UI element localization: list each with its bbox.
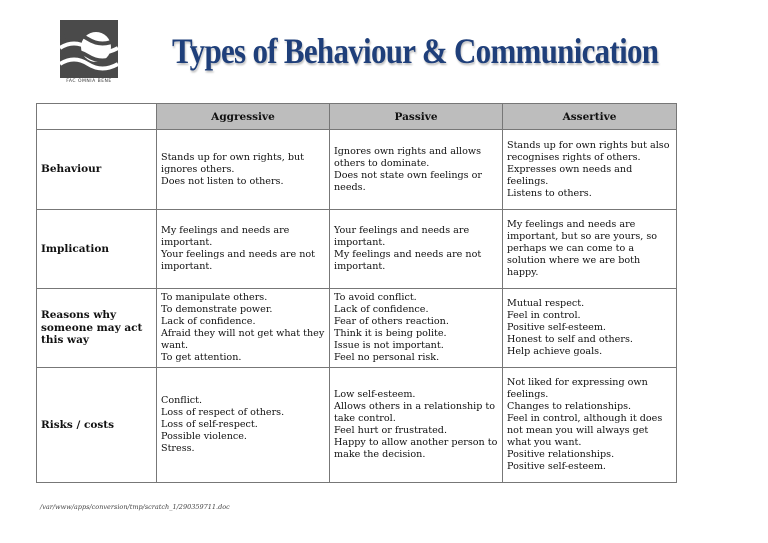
cell-text-line: Your feelings and needs are (334, 225, 470, 236)
cell-text-line: happy. (507, 267, 539, 278)
cell-text-line: Lack of confidence. (161, 316, 256, 327)
cell-text-line: Feel no personal risk. (334, 352, 440, 363)
logo-motto: FAC OMNIA BENE (66, 79, 112, 84)
cell-text-line: important. (161, 237, 213, 248)
cell-text-line: take control. (334, 413, 396, 424)
cell-text-line: Changes to relationships. (507, 401, 632, 412)
cell-text-line: Positive self-esteem. (507, 322, 606, 333)
cell-text-line: needs. (334, 181, 366, 193)
wave-crest-icon (60, 20, 118, 78)
cell-text-line: To demonstrate power. (161, 304, 273, 315)
cell-text-line: My feelings and needs are (507, 219, 636, 230)
table-header-row (37, 104, 677, 130)
cell-passive (330, 130, 503, 210)
page-title: Types of Behaviour & Communication (172, 31, 659, 71)
cell-passive (330, 289, 503, 368)
cell-text-line: Feel in control, although it does (507, 413, 663, 424)
cell-text-line: Not liked for expressing own (507, 377, 648, 388)
cell-passive (330, 368, 503, 483)
cell-passive (330, 210, 503, 289)
cell-text-line: important. (334, 237, 386, 248)
cell-text-line: important, but so are yours, so (507, 231, 658, 242)
cell-text-line: Stands up for own rights but also (507, 139, 670, 151)
cell-aggressive (157, 210, 330, 289)
cell-text-line: want. (161, 340, 189, 351)
cell-text-line: Allows others in a relationship to (334, 401, 496, 412)
cell-text-line: Stress. (161, 443, 195, 454)
cell-assertive (503, 130, 677, 210)
cell-text-line: Ignores own rights and allows (334, 145, 481, 157)
cell-text-line: Fear of others reaction. (334, 316, 449, 327)
cell-assertive (503, 289, 677, 368)
cell-text-line: others to dominate. (334, 157, 430, 169)
cell-text-line: Feel in control. (507, 310, 581, 321)
cell-text-line: perhaps we can come to a (507, 243, 635, 254)
table-row (37, 289, 677, 368)
cell-text-line: Loss of respect of others. (161, 407, 285, 418)
cell-text-line: solution where we are both (507, 255, 641, 266)
cell-text-line: recognises rights of others. (507, 151, 641, 163)
cell-text-line: Low self-esteem. (334, 389, 416, 400)
cell-text-line: important. (161, 261, 213, 272)
cell-text-line: Does not state own feelings or (334, 169, 482, 181)
cell-text-line: Issue is not important. (334, 340, 444, 351)
cell-text-line: Does not listen to others. (161, 175, 284, 187)
cell-text-line: important. (334, 261, 386, 272)
cell-text-line: Feel hurt or frustrated. (334, 425, 447, 436)
cell-text-line: My feelings and needs are not (334, 249, 482, 260)
cell-text-line: To avoid conflict. (334, 292, 417, 303)
cell-text-line: Listens to others. (507, 187, 592, 199)
header-passive: Passive (330, 104, 503, 130)
row-label: Implication (37, 210, 157, 289)
cell-text-line: Lack of confidence. (334, 304, 429, 315)
cell-text-line: not mean you will always get (507, 425, 649, 436)
cell-text-line: what you want. (507, 437, 582, 448)
row-label: Behaviour (37, 130, 157, 210)
row-label: Risks / costs (37, 368, 157, 483)
cell-assertive (503, 368, 677, 483)
header-aggressive: Aggressive (157, 104, 330, 130)
cell-text-line: To manipulate others. (161, 292, 268, 303)
cell-text-line: Happy to allow another person to (334, 437, 498, 448)
cell-text-line: Honest to self and others. (507, 334, 633, 345)
header-corner (37, 104, 157, 130)
table-row (37, 130, 677, 210)
cell-text-line: Your feelings and needs are not (161, 249, 316, 260)
table-row (37, 368, 677, 483)
file-path-footer: /var/www/apps/conversion/tmp/scratch_1/290359711.doc (40, 503, 230, 511)
cell-assertive (503, 210, 677, 289)
cell-text-line: Mutual respect. (507, 298, 585, 309)
cell-aggressive (157, 289, 330, 368)
behaviour-table (36, 103, 677, 483)
cell-text-line: Possible violence. (161, 431, 247, 442)
cell-text-line: Expresses own needs and (507, 163, 633, 175)
cell-text-line: Conflict. (161, 395, 203, 406)
school-logo (60, 20, 118, 86)
cell-text-line: Help achieve goals. (507, 346, 603, 357)
cell-text-line: feelings. (507, 389, 549, 400)
cell-text-line: Stands up for own rights, but (161, 151, 305, 163)
cell-text-line: My feelings and needs are (161, 225, 290, 236)
header-assertive: Assertive (503, 104, 677, 130)
cell-text-line: feelings. (507, 175, 549, 187)
cell-text-line: Positive relationships. (507, 449, 615, 460)
row-label: Reasons why someone may act this way (37, 289, 157, 368)
table-row (37, 210, 677, 289)
cell-aggressive (157, 368, 330, 483)
cell-text-line: Think it is being polite. (334, 328, 447, 339)
cell-aggressive (157, 130, 330, 210)
cell-text-line: Loss of self-respect. (161, 419, 258, 430)
cell-text-line: Positive self-esteem. (507, 461, 606, 472)
cell-text-line: Afraid they will not get what they (161, 328, 325, 339)
cell-text-line: make the decision. (334, 449, 426, 460)
cell-text-line: ignores others. (161, 163, 235, 175)
cell-text-line: To get attention. (161, 352, 242, 363)
